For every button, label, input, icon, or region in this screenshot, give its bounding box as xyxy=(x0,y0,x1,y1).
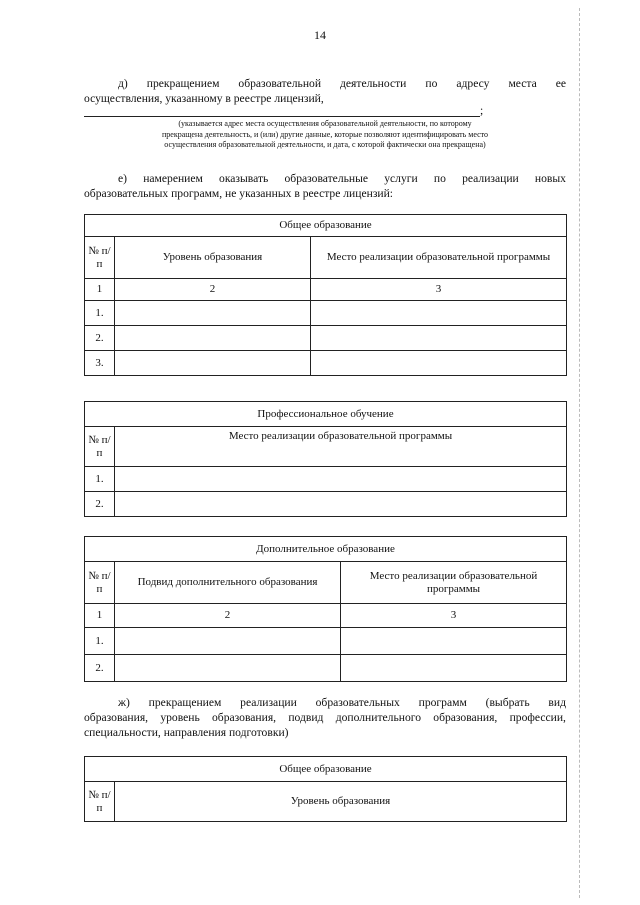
page-edge-scan-line xyxy=(579,8,580,898)
word: реализации xyxy=(240,696,297,709)
empty-cell[interactable] xyxy=(115,326,311,351)
column-header-number: № п/п xyxy=(85,237,115,279)
row-number: 1. xyxy=(85,467,115,492)
table-title: Общее образование xyxy=(85,757,567,782)
word: уровень xyxy=(160,711,200,724)
item-d-line-1 xyxy=(84,76,566,91)
item-zh-marker: ж) xyxy=(118,696,130,709)
word: программ xyxy=(418,696,467,709)
table-row xyxy=(85,492,567,517)
row-number: 2. xyxy=(85,492,115,517)
empty-cell[interactable] xyxy=(115,467,567,492)
caption-line: прекращена деятельность, и (или) другие данные, которые позволяют идентифицировать место xyxy=(161,129,489,139)
general-education-table-2 xyxy=(84,756,567,822)
item-d-line-2: осуществления, указанному в реестре лицензий, xyxy=(84,92,324,105)
column-header-number: № п/п xyxy=(85,427,115,467)
column-number-cell: 3 xyxy=(341,604,567,628)
item-d-marker: д) xyxy=(118,77,128,90)
table-row xyxy=(85,351,567,376)
empty-cell[interactable] xyxy=(311,351,567,376)
table-row xyxy=(85,301,567,326)
column-number-cell: 1 xyxy=(85,279,115,301)
empty-cell[interactable] xyxy=(115,655,341,682)
word: места xyxy=(508,77,537,90)
column-header-subtype: Подвид дополнительного образования xyxy=(115,562,341,604)
word: образовательных xyxy=(315,696,400,709)
word: образования, xyxy=(212,711,277,724)
empty-cell[interactable] xyxy=(115,492,567,517)
item-zh-line-3: специальности, направления подготовки) xyxy=(84,726,289,739)
column-header-level: Уровень образования xyxy=(115,782,567,822)
column-header-location: Место реализации образовательной программы xyxy=(311,237,567,279)
item-d-paragraph xyxy=(84,76,566,106)
additional-education-table xyxy=(84,536,567,682)
word: образования, xyxy=(433,711,498,724)
column-header-number: № п/п xyxy=(85,782,115,822)
word: вид xyxy=(548,696,566,709)
word: услуги xyxy=(384,172,418,185)
row-number: 1. xyxy=(85,628,115,655)
caption-line: (указывается адрес места осуществления образовательной деятельности, по которому xyxy=(178,119,472,128)
word: образовательной xyxy=(238,77,322,90)
column-number-cell: 3 xyxy=(311,279,567,301)
column-header-location: Место реализации образовательной программы xyxy=(341,562,567,604)
item-e-line-2: образовательных программ, не указанных в реестре лицензий: xyxy=(84,187,394,200)
page-number: 14 xyxy=(314,28,326,42)
table-row xyxy=(85,628,567,655)
item-e-line-1 xyxy=(84,171,566,186)
word: образования, xyxy=(84,711,149,724)
empty-cell[interactable] xyxy=(115,628,341,655)
word: прекращением xyxy=(148,696,222,709)
row-number: 1. xyxy=(85,301,115,326)
column-number-cell: 2 xyxy=(115,604,341,628)
table-title: Дополнительное образование xyxy=(85,537,567,562)
empty-cell[interactable] xyxy=(115,301,311,326)
column-number-cell: 2 xyxy=(115,279,311,301)
word: подвид xyxy=(288,711,324,724)
word: профессии, xyxy=(509,711,566,724)
word: по xyxy=(433,172,446,185)
column-number-cell: 1 xyxy=(85,604,115,628)
table-title: Общее образование xyxy=(85,215,567,237)
row-number: 2. xyxy=(85,655,115,682)
table-row xyxy=(85,467,567,492)
word: дополнительного xyxy=(335,711,422,724)
word: реализации xyxy=(462,172,519,185)
table-row xyxy=(85,326,567,351)
empty-cell[interactable] xyxy=(311,326,567,351)
table-title: Профессиональное обучение xyxy=(85,402,567,427)
word: оказывать xyxy=(219,172,269,185)
item-zh-line-1 xyxy=(84,695,566,710)
word: ее xyxy=(555,77,566,90)
semicolon: ; xyxy=(480,104,484,117)
address-fill-line xyxy=(84,116,480,117)
professional-training-table xyxy=(84,401,567,517)
caption-line: осуществления образовательной деятельности, и дата, с которой фактически она прекращена) xyxy=(164,140,486,149)
empty-cell[interactable] xyxy=(115,351,311,376)
empty-cell[interactable] xyxy=(341,628,567,655)
word: адресу xyxy=(456,77,490,90)
column-header-location: Место реализации образовательной программы xyxy=(115,427,567,467)
item-e-marker: е) xyxy=(118,172,128,185)
word: образовательные xyxy=(284,172,369,185)
word: по xyxy=(425,77,438,90)
empty-cell[interactable] xyxy=(341,655,567,682)
word: намерением xyxy=(143,172,203,185)
row-number: 2. xyxy=(85,326,115,351)
column-header-level: Уровень образования xyxy=(115,237,311,279)
general-education-table xyxy=(84,214,567,376)
word: новых xyxy=(534,172,566,185)
column-header-number: № п/п xyxy=(85,562,115,604)
row-number: 3. xyxy=(85,351,115,376)
item-d-caption xyxy=(90,119,560,151)
empty-cell[interactable] xyxy=(311,301,567,326)
word: прекращением xyxy=(146,77,220,90)
table-row xyxy=(85,655,567,682)
item-zh-paragraph xyxy=(84,695,566,740)
word: деятельности xyxy=(340,77,407,90)
item-e-paragraph xyxy=(84,171,566,201)
item-zh-line-2 xyxy=(84,710,566,725)
word: (выбрать xyxy=(485,696,530,709)
